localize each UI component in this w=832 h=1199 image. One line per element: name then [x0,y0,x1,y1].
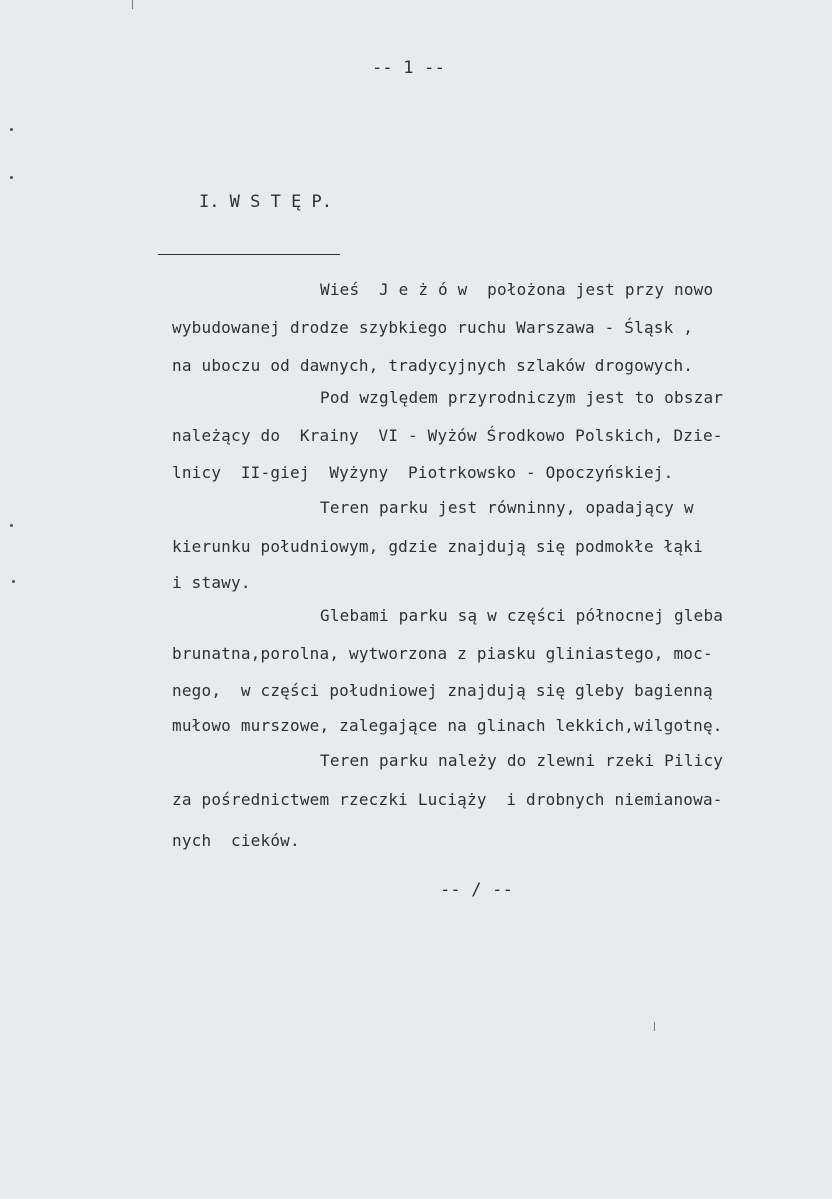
body-line: mułowo murszowe, zalegające na glinach lekkich,wilgotnę. [172,716,723,735]
body-line: Wieś J e ż ó w położona jest przy nowo [320,280,714,299]
body-line: Teren parku jest równinny, opadający w [320,498,694,517]
section-title-text: I. W S T Ę P. [198,192,333,212]
section-title [158,172,332,252]
paper-speck [10,176,13,179]
body-line: za pośrednictwem rzeczki Luciąży i drobnych niemianowa- [172,790,723,809]
body-line: nych cieków. [172,831,300,850]
body-line: nego, w części południowej znajdują się gleby bagienną [172,681,713,700]
body-line: brunatna,porolna, wytworzona z piasku gliniastego, moc- [172,644,713,663]
paper-speck [10,128,13,131]
paper-speck [10,524,13,527]
body-line: Teren parku należy do zlewni rzeki Pilicy [320,751,724,770]
paper-speck [12,580,15,583]
body-line: Pod względem przyrodniczym jest to obszar [320,388,724,407]
body-line: kierunku południowym, gdzie znajdują się podmokłe łąki [172,537,703,556]
body-line: wybudowanej drodze szybkiego ruchu Warszawa - Śląsk , [172,318,694,337]
body-line: na uboczu od dawnych, tradycyjnych szlaków drogowych. [172,356,694,375]
body-line: lnicy II-giej Wyżyny Piotrkowsko - Opoczyńskiej. [172,463,674,482]
footer-mark: -- / -- [440,880,514,900]
body-line: należący do Krainy VI - Wyżów Środkowo Polskich, Dzie- [172,426,723,445]
paper-mark [654,1022,655,1031]
paper-mark [132,0,133,9]
body-line: i stawy. [172,573,251,592]
section-title-underline [158,254,340,256]
page-number: -- 1 -- [372,58,446,78]
body-line: Glebami parku są w części północnej gleba [320,606,724,625]
